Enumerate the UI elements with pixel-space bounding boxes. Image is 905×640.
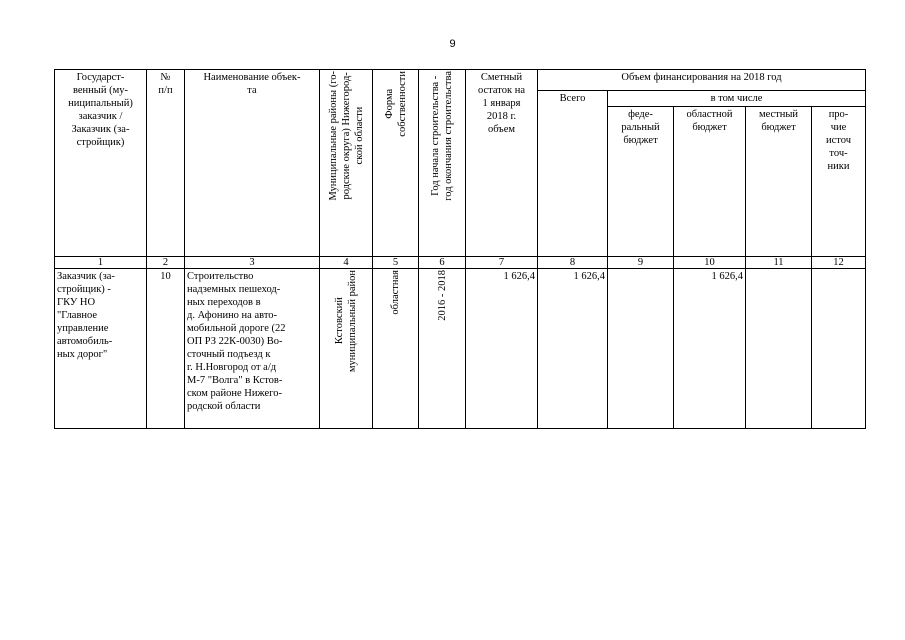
row-district-cell: [320, 269, 373, 429]
header-including: в том числе: [608, 91, 866, 107]
header-local: местный бюджет: [746, 107, 812, 257]
header-federal: феде- ральный бюджет: [608, 107, 674, 257]
financing-table: [54, 69, 866, 429]
column-numbers-row: [55, 257, 866, 269]
row-total: 1 626,4: [538, 269, 608, 429]
row-estimate: 1 626,4: [466, 269, 538, 429]
row-num: 10: [147, 269, 185, 429]
header-total: Всего: [538, 91, 608, 257]
page-number: 9: [449, 38, 456, 50]
column-number: 3: [185, 257, 320, 269]
header-districts: Муниципальные районы (го- родские округа) Нижегород- ской области: [327, 71, 365, 201]
header-years-cell: [419, 70, 466, 257]
header-estimate: Сметный остаток на 1 января 2018 г. объем: [466, 70, 538, 257]
header-ownership-cell: [373, 70, 419, 257]
column-number: 12: [812, 257, 866, 269]
header-districts-cell: [320, 70, 373, 257]
header-other: про- чие источ точ- ники: [812, 107, 866, 257]
header-funding: Объем финансирования на 2018 год: [538, 70, 866, 91]
row-name: Строительство надземных пешеход- ных переходов в д. Афонино на авто- мобильной дороге (22 ОП РЗ 22К-0030) Во- сточный подъезд к г. Н.Новгород от а/д М-7 "Волга" в Кстов- ском районе Нижего- родской области: [185, 269, 320, 429]
column-number: 2: [147, 257, 185, 269]
column-number: 8: [538, 257, 608, 269]
column-number: 5: [373, 257, 419, 269]
header-num: № п/п: [147, 70, 185, 257]
row-local: [746, 269, 812, 429]
column-number: 4: [320, 257, 373, 269]
header-customer: Государст- венный (му- ниципальный) заказчик / Заказчик (за- стройщик): [55, 70, 147, 257]
row-other: [812, 269, 866, 429]
column-number: 11: [746, 257, 812, 269]
row-regional: 1 626,4: [674, 269, 746, 429]
header-years: Год начала строительства - год окончания строительства: [430, 71, 454, 201]
column-number: 9: [608, 257, 674, 269]
row-ownership-cell: [373, 269, 419, 429]
header-name: Наименование объек- та: [185, 70, 320, 257]
row-ownership: областная: [390, 270, 401, 315]
header-ownership: Форма собственности: [383, 71, 408, 137]
row-years: 2016 - 2018: [436, 270, 448, 321]
column-number: 7: [466, 257, 538, 269]
header-regional: областной бюджет: [674, 107, 746, 257]
column-number: 1: [55, 257, 147, 269]
row-federal: [608, 269, 674, 429]
column-number: 6: [419, 257, 466, 269]
column-number: 10: [674, 257, 746, 269]
row-customer: Заказчик (за- стройщик) - ГКУ НО "Главное управление автомобиль- ных дорог": [55, 269, 147, 429]
row-years-cell: [419, 269, 466, 429]
table-row: [55, 269, 866, 429]
row-district: Кстовский муниципальный район: [334, 270, 358, 373]
